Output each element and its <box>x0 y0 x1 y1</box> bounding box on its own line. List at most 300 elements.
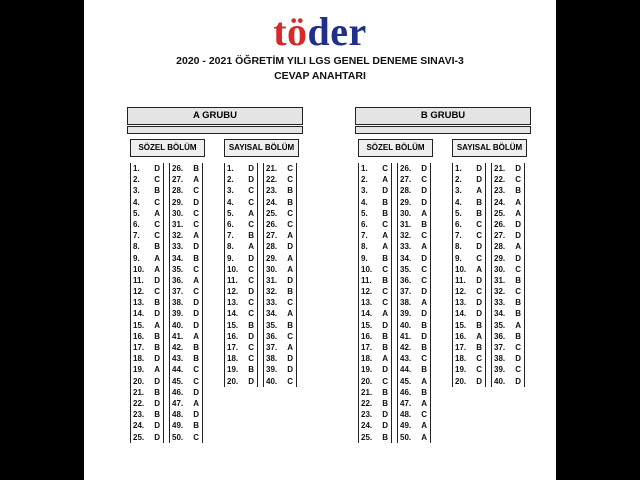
answer-row <box>492 253 524 264</box>
answer-row <box>264 230 296 241</box>
answer-row <box>170 297 202 308</box>
question-number: 35. <box>266 320 278 330</box>
answer-letter: D <box>421 253 427 263</box>
answer-row <box>398 342 430 353</box>
answer-key-sheet <box>84 0 556 480</box>
question-number: 27. <box>266 231 278 241</box>
question-number: 48. <box>400 410 412 420</box>
answer-letter: C <box>515 175 521 185</box>
answer-row <box>492 275 524 286</box>
question-number: 32. <box>400 231 412 241</box>
answer-letter: B <box>287 197 293 207</box>
answer-row <box>398 409 430 420</box>
answer-letter: A <box>154 208 160 218</box>
answer-letter: B <box>248 320 254 330</box>
answer-letter: D <box>515 231 521 241</box>
answer-letter: C <box>154 197 160 207</box>
question-number: 23. <box>133 410 145 420</box>
answer-row <box>453 219 485 230</box>
answer-row <box>398 387 430 398</box>
answer-letter: D <box>193 197 199 207</box>
answer-letter: A <box>421 421 427 431</box>
answer-letter: A <box>193 175 199 185</box>
question-number: 6. <box>133 219 140 229</box>
question-number: 10. <box>455 264 467 274</box>
section-title: SAYISAL BÖLÜM <box>224 139 299 157</box>
question-number: 42. <box>400 343 412 352</box>
question-number: 32. <box>494 287 506 297</box>
question-number: 6. <box>227 219 234 229</box>
question-number: 1. <box>133 164 140 173</box>
answer-row <box>264 163 296 174</box>
question-number: 15. <box>133 320 145 330</box>
question-number: 9. <box>227 253 234 263</box>
answer-letter: D <box>476 309 482 319</box>
answer-row <box>492 308 524 319</box>
question-number: 29. <box>494 253 506 263</box>
question-number: 39. <box>172 309 184 319</box>
answer-letter: C <box>193 432 199 442</box>
question-number: 11. <box>455 275 466 285</box>
answer-row <box>359 241 391 252</box>
answer-letter: C <box>193 264 199 274</box>
question-number: 15. <box>361 320 373 330</box>
answer-row <box>453 208 485 219</box>
answer-letter: B <box>248 231 254 241</box>
answer-row <box>225 353 257 364</box>
answer-row <box>170 353 202 364</box>
answer-row <box>131 174 163 185</box>
answer-row <box>131 286 163 297</box>
answer-letter: D <box>421 331 427 341</box>
question-number: 32. <box>266 287 278 297</box>
question-number: 29. <box>400 197 412 207</box>
answer-row <box>398 297 430 308</box>
answer-column <box>169 163 203 443</box>
answer-letter: A <box>382 309 388 319</box>
answer-key-title: CEVAP ANAHTARI <box>274 70 366 82</box>
answer-row <box>398 264 430 275</box>
toder-logo <box>84 10 556 54</box>
answer-letter: D <box>515 354 521 364</box>
answer-row <box>398 230 430 241</box>
answer-letter: C <box>248 275 254 285</box>
question-number: 35. <box>494 320 506 330</box>
answer-letter: B <box>515 298 521 308</box>
answer-letter: D <box>248 175 254 185</box>
answer-column <box>491 163 525 387</box>
question-number: 21. <box>133 387 145 397</box>
question-number: 12. <box>133 287 145 297</box>
answer-letter: A <box>382 242 388 252</box>
answer-row <box>398 364 430 375</box>
question-number: 8. <box>227 242 234 252</box>
answer-row <box>359 432 391 443</box>
answer-row <box>398 163 430 174</box>
answer-row <box>225 219 257 230</box>
answer-letter: D <box>248 331 254 341</box>
answer-row <box>398 174 430 185</box>
answer-letter: B <box>287 287 293 297</box>
answer-row <box>453 342 485 353</box>
question-number: 21. <box>361 387 373 397</box>
answer-row <box>359 353 391 364</box>
answer-row <box>225 230 257 241</box>
question-number: 5. <box>361 208 368 218</box>
answer-letter: A <box>287 309 293 319</box>
group-divider-bar <box>127 126 303 134</box>
answer-row <box>359 297 391 308</box>
question-number: 8. <box>361 242 368 252</box>
answer-letter: B <box>154 410 160 420</box>
answer-letter: A <box>515 208 521 218</box>
answer-row <box>453 331 485 342</box>
answer-letter: B <box>382 208 388 218</box>
question-number: 4. <box>361 197 368 207</box>
question-number: 31. <box>172 219 184 229</box>
answer-row <box>398 253 430 264</box>
group-title: B GRUBU <box>355 107 531 125</box>
answer-letter: D <box>476 242 482 252</box>
question-number: 40. <box>172 320 184 330</box>
answer-row <box>264 342 296 353</box>
question-number: 24. <box>266 197 278 207</box>
answer-letter: C <box>248 298 254 308</box>
question-number: 35. <box>400 264 412 274</box>
answer-row <box>359 219 391 230</box>
question-number: 28. <box>400 186 412 196</box>
question-number: 40. <box>494 376 506 386</box>
question-number: 37. <box>400 287 412 297</box>
answer-row <box>398 219 430 230</box>
answer-row <box>492 331 524 342</box>
answer-letter: D <box>154 354 160 364</box>
answer-row <box>131 409 163 420</box>
exam-title: 2020 - 2021 ÖĞRETİM YILI LGS GENEL DENEME SINAVI-3 <box>176 55 464 67</box>
answer-letter: B <box>515 186 521 196</box>
question-number: 31. <box>494 275 506 285</box>
answer-row <box>264 364 296 375</box>
answer-row <box>359 409 391 420</box>
answer-letter: B <box>193 421 199 431</box>
question-number: 38. <box>400 298 412 308</box>
answer-row <box>131 432 163 443</box>
logo-text-red: tö <box>273 9 308 54</box>
answer-letter: B <box>382 253 388 263</box>
question-number: 29. <box>266 253 278 263</box>
answer-letter: D <box>154 376 160 386</box>
answer-letter: B <box>515 331 521 341</box>
answer-letter: C <box>382 219 388 229</box>
answer-row <box>398 241 430 252</box>
question-number: 9. <box>133 253 140 263</box>
answer-row <box>170 308 202 319</box>
answer-row <box>170 163 202 174</box>
answer-row <box>492 264 524 275</box>
answer-letter: B <box>193 354 199 364</box>
question-number: 4. <box>133 197 140 207</box>
question-number: 14. <box>361 309 373 319</box>
answer-letter: C <box>193 376 199 386</box>
answer-letter: D <box>248 253 254 263</box>
answer-row <box>131 387 163 398</box>
answer-letter: D <box>154 275 160 285</box>
answer-letter: B <box>476 320 482 330</box>
answer-letter: A <box>287 231 293 241</box>
question-number: 35. <box>172 264 184 274</box>
answer-row <box>170 342 202 353</box>
answer-row <box>131 241 163 252</box>
answer-letter: C <box>421 231 427 241</box>
answer-letter: D <box>421 287 427 297</box>
answer-letter: B <box>193 343 199 352</box>
question-number: 11. <box>133 275 144 285</box>
question-number: 3. <box>455 186 462 196</box>
answer-row <box>264 275 296 286</box>
question-number: 19. <box>455 365 467 375</box>
question-number: 27. <box>494 231 506 241</box>
answer-letter: A <box>287 253 293 263</box>
answer-row <box>225 376 257 387</box>
answer-row <box>492 208 524 219</box>
answer-letter: C <box>476 354 482 364</box>
answer-letter: D <box>421 309 427 319</box>
answer-letter: B <box>154 387 160 397</box>
answer-row <box>170 432 202 443</box>
answer-letter: B <box>476 197 482 207</box>
answer-letter: A <box>248 242 254 252</box>
answer-row <box>264 174 296 185</box>
question-number: 32. <box>172 231 184 241</box>
answer-row <box>170 387 202 398</box>
question-number: 23. <box>266 186 278 196</box>
answer-row <box>492 174 524 185</box>
answer-row <box>170 253 202 264</box>
question-number: 1. <box>361 164 368 173</box>
answer-row <box>131 230 163 241</box>
answer-letter: B <box>421 387 427 397</box>
question-number: 13. <box>133 298 145 308</box>
answer-letter: A <box>382 175 388 185</box>
answer-row <box>264 353 296 364</box>
question-number: 3. <box>133 186 140 196</box>
answer-letter: A <box>193 231 199 241</box>
answer-letter: C <box>154 287 160 297</box>
answer-row <box>131 420 163 431</box>
answer-row <box>453 275 485 286</box>
answer-row <box>131 219 163 230</box>
question-number: 8. <box>455 242 462 252</box>
question-number: 33. <box>400 242 412 252</box>
answer-row <box>170 398 202 409</box>
answer-letter: D <box>476 164 482 173</box>
question-number: 26. <box>400 164 412 173</box>
answer-row <box>170 286 202 297</box>
answer-row <box>359 387 391 398</box>
answer-row <box>170 420 202 431</box>
answer-letter: C <box>193 365 199 375</box>
answer-letter: D <box>154 309 160 319</box>
question-number: 18. <box>455 354 467 364</box>
question-number: 45. <box>172 376 184 386</box>
question-number: 38. <box>266 354 278 364</box>
section-title: SÖZEL BÖLÜM <box>130 139 205 157</box>
answer-letter: D <box>421 186 427 196</box>
question-number: 22. <box>494 175 506 185</box>
answer-letter: C <box>515 343 521 352</box>
answer-row <box>131 320 163 331</box>
answer-letter: C <box>421 354 427 364</box>
question-number: 10. <box>227 264 239 274</box>
answer-row <box>453 163 485 174</box>
answer-letter: D <box>515 376 521 386</box>
question-number: 21. <box>266 164 278 173</box>
question-number: 12. <box>227 287 239 297</box>
answer-row <box>225 275 257 286</box>
question-number: 19. <box>227 365 239 375</box>
question-number: 4. <box>227 197 234 207</box>
answer-row <box>225 253 257 264</box>
answer-row <box>170 409 202 420</box>
answer-letter: A <box>421 242 427 252</box>
question-number: 44. <box>172 365 184 375</box>
answer-letter: D <box>287 242 293 252</box>
answer-row <box>170 241 202 252</box>
answer-letter: B <box>287 186 293 196</box>
answer-row <box>225 197 257 208</box>
answer-row <box>359 230 391 241</box>
question-number: 50. <box>172 432 184 442</box>
question-number: 33. <box>172 242 184 252</box>
answer-letter: C <box>287 219 293 229</box>
answer-row <box>225 331 257 342</box>
answer-row <box>453 241 485 252</box>
answer-row <box>359 253 391 264</box>
question-number: 15. <box>455 320 467 330</box>
question-number: 42. <box>172 343 184 352</box>
answer-letter: C <box>248 219 254 229</box>
answer-row <box>264 219 296 230</box>
question-number: 27. <box>172 175 184 185</box>
question-number: 24. <box>133 421 145 431</box>
answer-row <box>225 364 257 375</box>
answer-row <box>359 331 391 342</box>
answer-letter: A <box>421 298 427 308</box>
answer-row <box>131 308 163 319</box>
question-number: 20. <box>227 376 239 386</box>
answer-column <box>452 163 486 387</box>
answer-row <box>264 253 296 264</box>
question-number: 28. <box>494 242 506 252</box>
question-number: 31. <box>266 275 278 285</box>
question-number: 23. <box>494 186 506 196</box>
question-number: 12. <box>361 287 373 297</box>
answer-letter: B <box>193 253 199 263</box>
answer-letter: B <box>382 343 388 352</box>
answer-row <box>131 297 163 308</box>
question-number: 17. <box>227 343 239 352</box>
answer-row <box>264 308 296 319</box>
answer-letter: B <box>382 331 388 341</box>
answer-row <box>398 398 430 409</box>
answer-letter: C <box>248 343 254 352</box>
answer-row <box>492 286 524 297</box>
question-number: 27. <box>400 175 412 185</box>
answer-column <box>224 163 258 387</box>
answer-row <box>453 297 485 308</box>
question-number: 36. <box>172 275 184 285</box>
question-number: 16. <box>133 331 145 341</box>
answer-letter: D <box>515 164 521 173</box>
question-number: 37. <box>266 343 278 352</box>
answer-letter: B <box>476 208 482 218</box>
answer-letter: C <box>421 410 427 420</box>
question-number: 16. <box>227 331 239 341</box>
answer-row <box>131 253 163 264</box>
question-number: 9. <box>361 253 368 263</box>
answer-letter: B <box>154 298 160 308</box>
answer-letter: B <box>382 398 388 408</box>
group-b <box>355 107 531 461</box>
answer-row <box>398 197 430 208</box>
answer-row <box>131 275 163 286</box>
question-number: 3. <box>361 186 368 196</box>
answer-row <box>264 208 296 219</box>
answer-letter: B <box>421 320 427 330</box>
question-number: 34. <box>172 253 184 263</box>
question-number: 30. <box>400 208 412 218</box>
answer-letter: C <box>421 175 427 185</box>
answer-letter: A <box>476 264 482 274</box>
question-number: 30. <box>266 264 278 274</box>
question-number: 25. <box>266 208 278 218</box>
answer-row <box>453 230 485 241</box>
answer-row <box>264 376 296 387</box>
answer-row <box>492 320 524 331</box>
question-number: 23. <box>361 410 373 420</box>
answer-letter: C <box>193 287 199 297</box>
question-number: 6. <box>361 219 368 229</box>
question-number: 40. <box>266 376 278 386</box>
answer-row <box>264 185 296 196</box>
answer-row <box>492 219 524 230</box>
question-number: 28. <box>172 186 184 196</box>
answer-letter: A <box>154 320 160 330</box>
answer-row <box>264 320 296 331</box>
question-number: 11. <box>361 275 372 285</box>
question-number: 37. <box>494 343 506 352</box>
question-number: 6. <box>455 219 462 229</box>
question-number: 13. <box>455 298 467 308</box>
answer-row <box>492 297 524 308</box>
answer-letter: C <box>287 175 293 185</box>
answer-row <box>359 342 391 353</box>
question-number: 39. <box>266 365 278 375</box>
answer-letter: A <box>515 197 521 207</box>
answer-column <box>358 163 392 443</box>
question-number: 10. <box>361 264 373 274</box>
answer-letter: D <box>193 298 199 308</box>
answer-letter: C <box>193 186 199 196</box>
question-number: 5. <box>455 208 462 218</box>
answer-letter: D <box>382 320 388 330</box>
question-number: 21. <box>494 164 506 173</box>
question-number: 22. <box>133 398 145 408</box>
answer-row <box>170 376 202 387</box>
answer-letter: C <box>382 164 388 173</box>
answer-row <box>453 264 485 275</box>
question-number: 11. <box>227 275 238 285</box>
